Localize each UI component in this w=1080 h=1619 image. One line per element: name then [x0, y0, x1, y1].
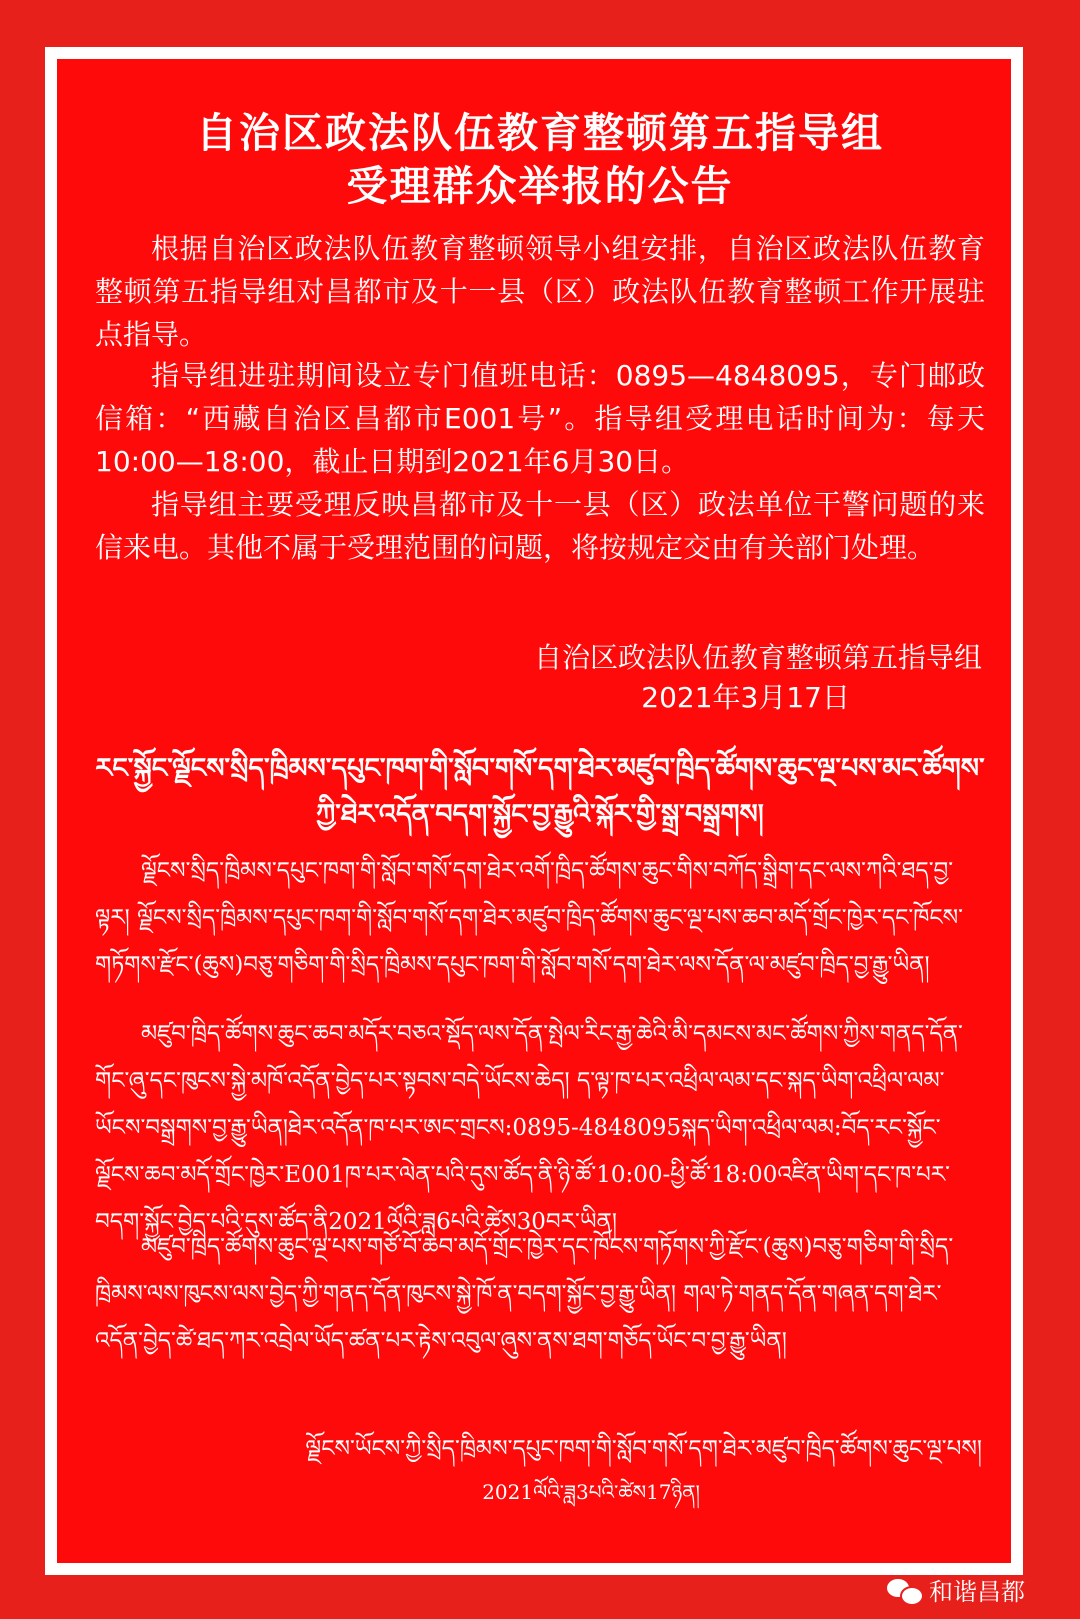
paragraph-2: 指导组进驻期间设立专门值班电话：0895—4848095，专门邮政信箱：“西藏自治区昌都市E001号”。指导组受理电话时间为：每天10:00—18:00，截止日期到2021年6月30日。 [95, 359, 985, 478]
tibetan-paragraph-3: མཛུབ་ཁྲིད་ཚོགས་ཆུང་ལྔ་པས་གཙོ་བོ་ཆབ་མདོ་གྲོང་ཁྱེར་དང་ཁོངས་གཏོགས་ཀྱི་རྫོང་(ཆུས)བཅུ་གཅིག་གི་སྲིད་ཁྲིམས་ལས་ཁུངས་ལས་བྱེད་ཀྱི་གནད་དོན་ཁུངས་སྐྱེ་ཁོ་ན་བདག་སྐྱོང་བྱ་རྒྱུ་ཡིན། གལ་ཏེ་གནད་དོན་གཞན་དག་ཐེར་འདོན་བྱེད་ཚེ་ཐད་ཀར་འབྲེལ་ཡོད་ཚན་པར་རྟེས་འབུལ་ཞུས་ནས་ཐག་གཅོད་ཡོང་བ་བྱ་རྒྱུ་ཡིན། [95, 1234, 954, 1354]
paragraph-3: 指导组主要受理反映昌都市及十一县（区）政法单位干警问题的来信来电。其他不属于受理范围的问题，将按规定交由有关部门处理。 [95, 488, 985, 564]
title-line-1: 自治区政法队伍教育整顿第五指导组 [196, 109, 884, 157]
signature-org: 自治区政法队伍教育整顿第五指导组 [533, 641, 982, 674]
watermark [887, 1572, 1025, 1607]
tibetan-paragraph-2: མཛུབ་ཁྲིད་ཚོགས་ཆུང་ཆབ་མདོར་བཅའ་སྡོད་ལས་དོན་སྤེལ་རིང་རྒྱ་ཆེའི་མི་དམངས་མང་ཚོགས་ཀྱིས་གནད་དོན་གོང་ཞུ་དང་ཁུངས་སྐྱེ་མཁོ་འདོན་བྱེད་པར་སྟབས་བདེ་ཡོངས་ཆེད། ད་ལྟ་ཁ་པར་འཕྲིལ་ལམ་དང་སྐད་ཡིག་འཕྲིལ་ལམ་ཡོངས་བསྒྲགས་བྱ་རྒྱུ་ཡིན།ཐེར་འདོན་ཁ་པར་ཨང་གྲངས:0895-4848095སྐད་ཡིག་འཕྲིལ་ལམ:བོད་རང་སྐྱོང་ལྗོངས་ཆབ་མདོ་གྲོང་ཁྱེར་E001ཁ་པར་ལེན་པའི་དུས་ཚོད་ནི་ཉི་ཚོ་10:00-ཕྱི་ཚོ་18:00འཛིན་ཡིག་དང་ཁ་པར་བདག་སྐྱོང་བྱེད་པའི་དུས་ཚོད་ནི2021ལོའི་ཟླ6པའི་ཚེས30བར་ཡིན། [95, 1021, 963, 1235]
tibetan-signature-date: 2021ལོའི་ཟླ3པའི་ཚེས17ཉིན། [482, 1480, 700, 1504]
title-line-2: 受理群众举报的公告 [346, 162, 734, 210]
signature-date: 2021年3月17日 [641, 681, 850, 714]
paragraph-1: 根据自治区政法队伍教育整顿领导小组安排，自治区政法队伍教育整顿第五指导组对昌都市及十一县（区）政法队伍教育整顿工作开展驻点指导。 [95, 232, 985, 351]
tibetan-title: རང་སྐྱོང་ལྗོངས་སྲིད་ཁྲིམས་དཔུང་ཁག་གི་སློབ་གསོ་དག་ཐེར་མཛུབ་ཁྲིད་ཚོགས་ཆུང་ལྔ་པས་མང་ཚོགས་ཀྱི་ཐེར་འདོན་བདག་སྐྱོང་བྱ་རྒྱུའི་སྐོར་གྱི་སྒྲ་བསྒྲགས། [95, 753, 985, 830]
wechat-icon [887, 1576, 921, 1604]
watermark-label: 和谐昌都 [929, 1578, 1025, 1606]
tibetan-paragraph-1: ལྗོངས་སྲིད་ཁྲིམས་དཔུང་ཁག་གི་སློབ་གསོ་དག་ཐེར་འགོ་ཁྲིད་ཚོགས་ཆུང་གིས་བཀོད་སྒྲིག་དང་ལས་ཀའི་ཐད་བྱ་ལྟར། ལྗོངས་སྲིད་ཁྲིམས་དཔུང་ཁག་གི་སློབ་གསོ་དག་ཐེར་མཛུབ་ཁྲིད་ཚོགས་ཆུང་ལྔ་པས་ཆབ་མདོ་གྲོང་ཁྱེར་དང་ཁོངས་གཏོགས་རྫོང་(ཆུས)བཅུ་གཅིག་གི་སྲིད་ཁྲིམས་དཔུང་ཁག་གི་སློབ་གསོ་དག་ཐེར་ལས་དོན་ལ་མཛུབ་ཁྲིད་བྱ་རྒྱུ་ཡིན། [95, 858, 963, 978]
tibetan-signature-org: ལྗོངས་ཡོངས་ཀྱི་སྲིད་ཁྲིམས་དཔུང་ཁག་གི་སློབ་གསོ་དག་ཐེར་མཛུབ་ཁྲིད་ཚོགས་ཆུང་ལྔ་པས། [305, 1436, 982, 1462]
